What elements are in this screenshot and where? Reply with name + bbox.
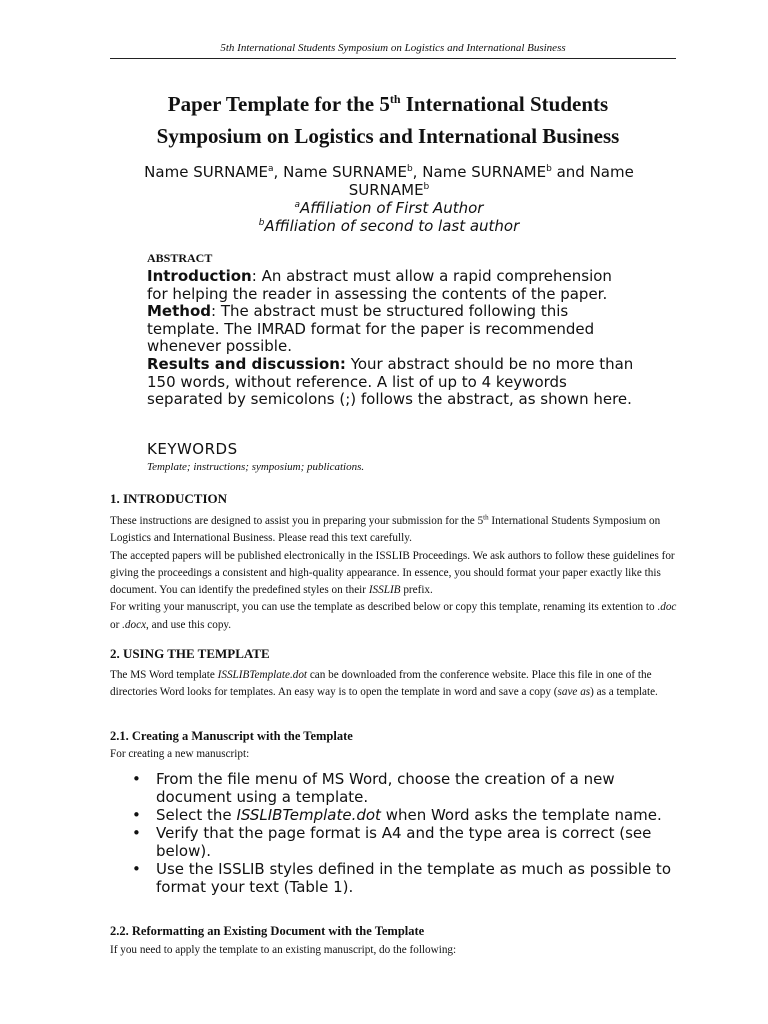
author-3: Name SURNAME <box>422 163 547 181</box>
author-4: Name SURNAME <box>348 163 634 199</box>
affiliation-1 <box>120 199 658 217</box>
title-line1-post: International Students <box>400 92 609 116</box>
title-line2: Symposium on Logistics and International Business <box>156 124 620 148</box>
s1-p3-em1: .doc <box>657 601 677 614</box>
title-line1-sup: th <box>389 92 401 106</box>
bullet-list <box>128 770 673 896</box>
s1-p1-sup: th <box>483 513 489 522</box>
section-2-2-intro: If you need to apply the template to an existing manuscript, do the following: <box>110 944 457 956</box>
section-2-heading: 2. USING THE TEMPLATE <box>110 646 270 661</box>
list-item <box>128 806 673 824</box>
abstract-method-text: : The abstract must be structured following this template. The IMRAD format for the paper is recommended whenever possible. <box>147 302 595 356</box>
section-2-1-intro: For creating a new manuscript: <box>110 748 250 760</box>
abstract-introduction-text: : An abstract must allow a rapid comprehension for helping the reader in assessing the contents of the paper. <box>147 267 612 303</box>
author-separator: , <box>412 163 423 181</box>
keywords-text: Template; instructions; symposium; publications. <box>147 461 365 473</box>
section-2-paragraph-1 <box>110 667 678 702</box>
affiliation-2 <box>120 217 658 235</box>
s1-p2-post: prefix. <box>400 584 433 597</box>
author-3-sup: b <box>546 164 552 174</box>
affiliation-2-text: Affiliation of second to last author <box>264 217 520 235</box>
author-1: Name SURNAME <box>144 163 269 181</box>
s2-p1-em2: save as <box>557 686 591 699</box>
s1-p3-em2: .docx <box>122 618 147 631</box>
abstract-introduction-label: Introduction <box>147 267 252 285</box>
s1-p3-mid: or <box>110 618 123 631</box>
b2-post: when Word asks the template name. <box>380 806 662 824</box>
abstract-results-label: Results and discussion: <box>147 354 346 373</box>
section-1-paragraph-2 <box>110 548 678 600</box>
list-item: • Verify that the page format is A4 and the type area is correct (see below). <box>128 824 673 860</box>
section-2-body <box>110 667 678 702</box>
s1-p2-em: ISSLIB <box>368 584 401 597</box>
author-block <box>120 163 658 235</box>
affiliation-1-sup: a <box>294 200 301 210</box>
s1-p1-pre: These instructions are designed to assist you in preparing your submission for the 5 <box>110 515 484 527</box>
running-header <box>110 38 676 59</box>
author-2-sup: b <box>406 164 413 174</box>
affiliation-1-text: Affiliation of First Author <box>300 199 484 217</box>
abstract-method-label: Method <box>147 302 211 321</box>
list-item: • Use the ISSLIB styles defined in the template as much as possible to format your text (Table 1). <box>128 860 673 896</box>
s1-p2-pre: The accepted papers will be published electronically in the ISSLIB Proceedings. We ask authors to follow these guidelines for giving the proceedings a consistent and high-quality appearance. In essence, you should format your paper exactly like this document. You can identify the predefined styles on their <box>110 549 675 597</box>
section-2-1-heading: 2.1. Creating a Manuscript with the Template <box>110 729 353 743</box>
abstract-method <box>147 303 637 356</box>
abstract-introduction <box>147 268 637 303</box>
section-1-paragraph-1 <box>110 513 678 548</box>
b2-em: ISSLIBTemplate.dot <box>236 806 381 824</box>
s2-p1-mid: can be downloaded from the conference website. Place this file in one of the directories Word looks for templates. An easy way is to open the template in word and save a copy ( <box>110 669 652 699</box>
section-1-paragraph-3 <box>110 599 678 634</box>
author-2: Name SURNAME <box>283 163 407 181</box>
author-4-sup: b <box>423 182 430 192</box>
abstract-results <box>147 356 637 409</box>
s1-p3-post: , and use this copy. <box>146 618 232 631</box>
running-header-text: 5th International Students Symposium on Logistics and International Business <box>220 42 566 54</box>
s2-p1-pre: The MS Word template <box>110 669 218 681</box>
abstract-heading: ABSTRACT <box>147 251 213 265</box>
section-1-heading: 1. INTRODUCTION <box>110 491 228 506</box>
title-line1-pre: Paper Template for the 5 <box>167 92 390 116</box>
abstract-results-text: Your abstract should be no more than 150 words, without reference. A list of up to 4 keywords separated by semicolons (;) follows the abstract, as shown here. <box>147 354 634 409</box>
paper-title <box>60 88 716 152</box>
s2-p1-em: ISSLIBTemplate.dot <box>217 669 308 681</box>
section-1-body <box>110 513 678 634</box>
b2-pre: Select the <box>156 806 237 824</box>
s1-p3-pre: For writing your manuscript, you can use the template as described below or copy this template, renaming its extention to <box>110 601 658 614</box>
list-item: • From the file menu of MS Word, choose the creation of a new document using a template. <box>128 770 673 806</box>
author-separator: and <box>551 163 590 181</box>
section-2-2-heading: 2.2. Reformatting an Existing Document with the Template <box>110 924 425 938</box>
author-1-sup: a <box>268 164 274 174</box>
author-separator: , <box>273 163 284 181</box>
s1-p1-post: International Students Symposium on Logistics and International Business. Please read this text carefully. <box>110 515 661 545</box>
keywords-heading: KEYWORDS <box>147 440 238 458</box>
affiliation-2-sup: b <box>258 218 265 228</box>
abstract-body <box>147 268 637 409</box>
s2-p1-post: ) as a template. <box>590 686 658 699</box>
